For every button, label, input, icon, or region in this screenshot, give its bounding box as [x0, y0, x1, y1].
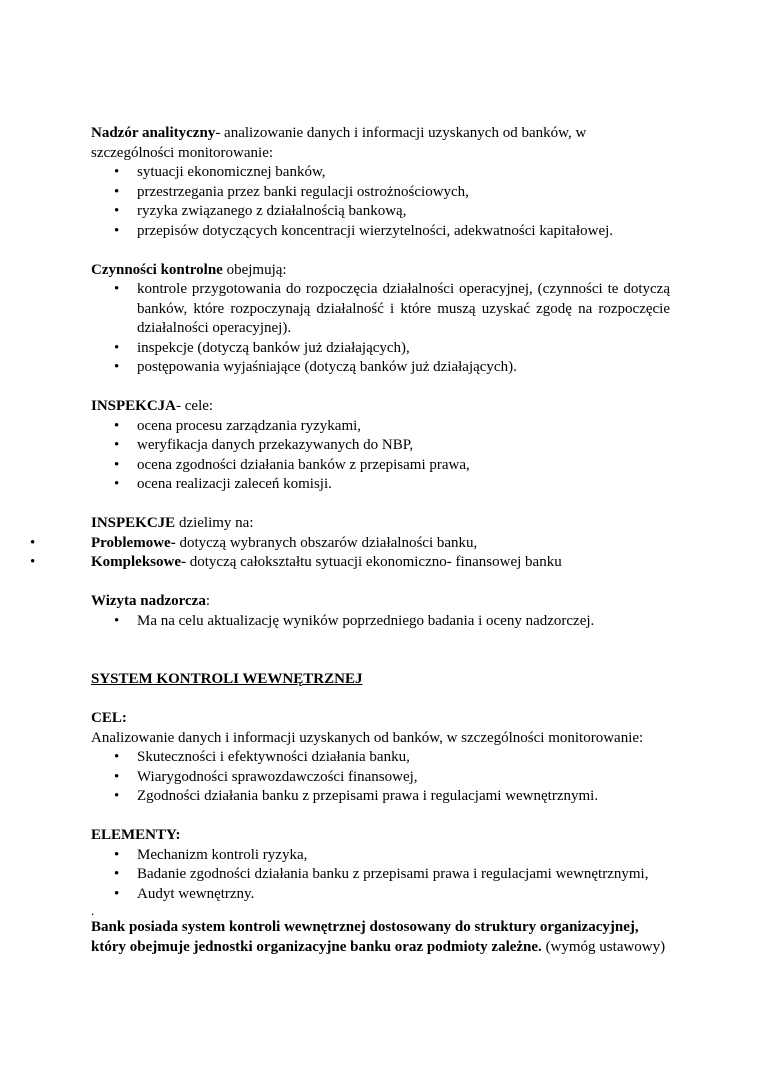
system-heading: [91, 670, 670, 690]
inspekcje-paragraph: [91, 514, 670, 534]
cel-title: [91, 709, 670, 729]
inspekcja-list: [91, 417, 670, 495]
inspekcje-list: [91, 534, 670, 573]
list-item: • Skuteczności i efektywności działania banku,: [137, 748, 670, 768]
cel-title-text: CEL:: [91, 710, 127, 726]
item-bold: Kompleksowe-: [91, 554, 186, 570]
inspekcje-title: INSPEKCJE: [91, 515, 176, 531]
nadzor-intro: - analizowanie danych i informacji uzyskanych od banków, w szczególności monitorowanie:: [91, 125, 587, 161]
item-text: dotyczą wybranych obszarów działalności banku,: [175, 534, 478, 551]
nadzor-paragraph: [91, 124, 670, 163]
list-item: • przestrzegania przez banki regulacji ostrożnościowych,: [137, 183, 670, 203]
elementy-title-text: ELEMENTY:: [91, 827, 181, 843]
system-heading-text: SYSTEM KONTROLI WEWNĘTRZNEJ: [91, 671, 363, 687]
stray-dot: .: [91, 903, 95, 918]
cel-text: Analizowanie danych i informacji uzyskanych od banków, w szczególności monitorowanie:: [91, 729, 644, 746]
list-item: • sytuacji ekonomicznej banków,: [137, 163, 670, 183]
inspekcje-intro: dzielimy na:: [175, 515, 254, 531]
list-item: [91, 534, 670, 554]
list-item: • kontrole przygotowania do rozpoczęcia działalności operacyjnej, (czynności te dotyczą banków, które rozpoczynają działalność i które muszą uzyskać zgodę na rozpoczęcie działalności operacyjnej).: [137, 280, 670, 339]
wizyta-list: [91, 612, 670, 632]
list-item: • weryfikacja danych przekazywanych do NBP,: [137, 436, 670, 456]
list-item: • Ma na celu aktualizację wyników poprzedniego badania i oceny nadzorczej.: [137, 612, 670, 632]
wizyta-paragraph: [91, 592, 670, 612]
list-item: • Zgodności działania banku z przepisami prawa i regulacjami wewnętrznymi.: [137, 787, 670, 807]
list-item: • ryzyka związanego z działalnością bankową,: [137, 202, 670, 222]
nadzor-list: [91, 163, 670, 241]
elementy-title: [91, 826, 670, 846]
closing-paragraph: [91, 918, 670, 957]
item-bold: Problemowe-: [91, 534, 176, 551]
czynnosci-list: [91, 280, 670, 378]
document-body: [91, 124, 670, 957]
nadzor-title: Nadzór analityczny: [91, 125, 216, 141]
list-item: • Badanie zgodności działania banku z przepisami prawa i regulacjami wewnętrznymi,: [137, 865, 670, 885]
list-item: • ocena realizacji zaleceń komisji.: [137, 475, 670, 495]
list-item: • ocena procesu zarządzania ryzykami,: [137, 417, 670, 437]
wizyta-title: Wizyta nadzorcza: [91, 593, 206, 609]
cel-list: [91, 748, 670, 807]
inspekcja-paragraph: [91, 397, 670, 417]
list-item: • Wiarygodności sprawozdawczości finansowej,: [137, 768, 670, 788]
list-item: • ocena zgodności działania banków z przepisami prawa,: [137, 456, 670, 476]
list-item: [91, 553, 670, 573]
inspekcja-title: INSPEKCJA: [91, 398, 177, 414]
list-item: • postępowania wyjaśniające (dotyczą banków już działających).: [137, 358, 670, 378]
list-item: • Audyt wewnętrzny.: [137, 885, 670, 905]
inspekcja-intro: - cele:: [176, 398, 214, 414]
czynnosci-intro: obejmują:: [222, 261, 287, 278]
list-item: • przepisów dotyczących koncentracji wierzytelności, adekwatności kapitałowej.: [137, 222, 670, 242]
wizyta-intro: :: [205, 593, 211, 609]
list-item: • inspekcje (dotyczą banków już działających),: [137, 339, 670, 359]
closing-text: (wymóg ustawowy): [541, 938, 666, 955]
elementy-list: [91, 846, 670, 905]
closing-bold: Bank posiada system kontroli wewnętrznej dostosowany do struktury organizacyjnej, który obejmuje jednostki organizacyjne banku oraz podmioty zależne.: [91, 919, 639, 955]
list-item: • Mechanizm kontroli ryzyka,: [137, 846, 670, 866]
czynnosci-paragraph: [91, 261, 670, 281]
item-text: dotyczą całokształtu sytuacji ekonomiczno- finansowej banku: [186, 554, 562, 570]
czynnosci-title: Czynności kontrolne: [91, 261, 223, 278]
